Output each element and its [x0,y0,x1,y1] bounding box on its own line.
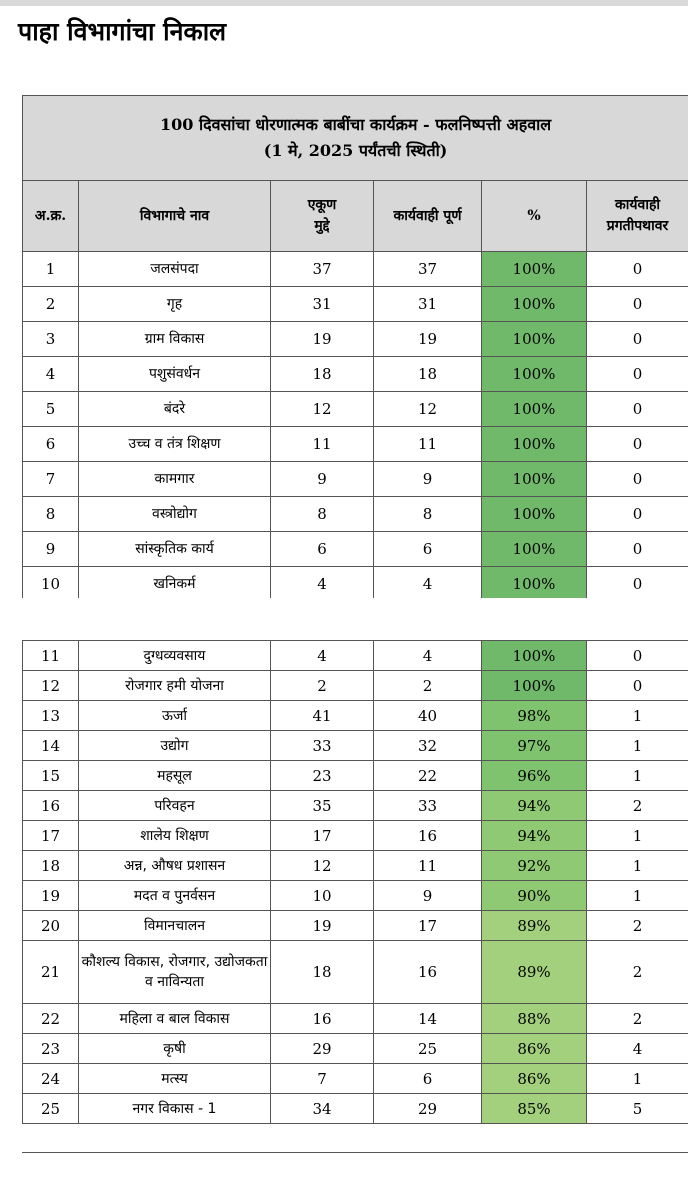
completed-cell: 29 [374,1094,482,1124]
completed-cell: 9 [374,462,482,497]
completed-cell: 6 [374,1064,482,1094]
in-progress-cell: 0 [587,252,688,287]
department-name-cell: पशुसंवर्धन [79,357,271,392]
completed-cell: 18 [374,357,482,392]
in-progress-cell: 1 [587,701,688,731]
header-percent: % [482,181,587,252]
department-name-cell: जलसंपदा [79,252,271,287]
department-name-cell: मदत व पुनर्वसन [79,881,271,911]
percent-cell: 96% [482,761,587,791]
serial-cell: 21 [23,941,79,1004]
in-progress-cell: 0 [587,532,688,567]
total-cell: 18 [271,357,374,392]
in-progress-cell: 0 [587,427,688,462]
serial-cell: 10 [23,567,79,602]
total-cell: 34 [271,1094,374,1124]
completed-cell: 14 [374,1004,482,1034]
completed-cell: 6 [374,532,482,567]
table-row [23,941,688,1004]
total-cell: 4 [271,641,374,671]
completed-cell: 22 [374,761,482,791]
department-name-cell: शालेय शिक्षण [79,821,271,851]
in-progress-cell: 1 [587,881,688,911]
completed-cell: 4 [374,641,482,671]
serial-cell: 19 [23,881,79,911]
in-progress-cell: 0 [587,357,688,392]
serial-cell: 9 [23,532,79,567]
in-progress-cell: 4 [587,1034,688,1064]
table-bottom-border [22,1152,688,1153]
department-name-cell: खनिकर्म [79,567,271,602]
table-row [23,322,688,357]
percent-cell: 100% [482,392,587,427]
completed-cell: 40 [374,701,482,731]
total-cell: 35 [271,791,374,821]
total-cell: 12 [271,851,374,881]
table-row [23,1034,688,1064]
department-name-cell: बंदरे [79,392,271,427]
percent-cell: 100% [482,497,587,532]
total-cell: 8 [271,497,374,532]
serial-cell: 6 [23,427,79,462]
percent-cell: 90% [482,881,587,911]
table-row [23,462,688,497]
percent-cell: 94% [482,791,587,821]
table-row [23,357,688,392]
total-cell: 17 [271,821,374,851]
in-progress-cell: 0 [587,392,688,427]
in-progress-cell: 2 [587,791,688,821]
serial-cell: 8 [23,497,79,532]
department-name-cell: कृषी [79,1034,271,1064]
table-row [23,641,688,671]
department-name-cell: कौशल्य विकास, रोजगार, उद्योजकता व नाविन्यता [79,941,271,1004]
completed-cell: 2 [374,671,482,701]
department-name-cell: विमानचालन [79,911,271,941]
serial-cell: 5 [23,392,79,427]
total-cell: 18 [271,941,374,1004]
total-cell: 33 [271,731,374,761]
in-progress-cell: 2 [587,1004,688,1034]
table-row [23,567,688,602]
table-row [23,851,688,881]
percent-cell: 86% [482,1064,587,1094]
percent-cell: 100% [482,462,587,497]
serial-cell: 17 [23,821,79,851]
table-row [23,791,688,821]
report-table [22,95,688,602]
department-name-cell: नगर विकास - 1 [79,1094,271,1124]
in-progress-cell: 0 [587,671,688,701]
in-progress-cell: 1 [587,851,688,881]
table-row [23,1004,688,1034]
in-progress-cell: 0 [587,322,688,357]
serial-cell: 20 [23,911,79,941]
total-cell: 4 [271,567,374,602]
completed-cell: 11 [374,851,482,881]
in-progress-cell: 1 [587,821,688,851]
serial-cell: 16 [23,791,79,821]
completed-cell: 37 [374,252,482,287]
completed-cell: 11 [374,427,482,462]
table-row [23,911,688,941]
in-progress-cell: 0 [587,641,688,671]
department-name-cell: दुग्धव्यवसाय [79,641,271,671]
department-name-cell: उच्च व तंत्र शिक्षण [79,427,271,462]
serial-cell: 13 [23,701,79,731]
report-table-continued [22,640,688,1124]
completed-cell: 16 [374,941,482,1004]
department-name-cell: उद्योग [79,731,271,761]
table-row [23,427,688,462]
percent-cell: 97% [482,731,587,761]
total-cell: 7 [271,1064,374,1094]
department-name-cell: कामगार [79,462,271,497]
department-name-cell: परिवहन [79,791,271,821]
in-progress-cell: 1 [587,731,688,761]
serial-cell: 3 [23,322,79,357]
page-break-gap [0,598,688,640]
serial-cell: 23 [23,1034,79,1064]
department-name-cell: ग्राम विकास [79,322,271,357]
department-name-cell: ऊर्जा [79,701,271,731]
table-row [23,1064,688,1094]
completed-cell: 4 [374,567,482,602]
header-in-progress: कार्यवाही प्रगतीपथावर [587,181,688,252]
total-cell: 6 [271,532,374,567]
department-name-cell: रोजगार हमी योजना [79,671,271,701]
percent-cell: 100% [482,671,587,701]
serial-cell: 7 [23,462,79,497]
table-row [23,701,688,731]
total-cell: 31 [271,287,374,322]
serial-cell: 22 [23,1004,79,1034]
percent-cell: 100% [482,532,587,567]
percent-cell: 85% [482,1094,587,1124]
table-row [23,252,688,287]
department-name-cell: महसूल [79,761,271,791]
serial-cell: 12 [23,671,79,701]
percent-cell: 100% [482,567,587,602]
total-cell: 23 [271,761,374,791]
in-progress-cell: 1 [587,1064,688,1094]
total-cell: 16 [271,1004,374,1034]
report-table-part-1 [22,95,688,602]
table-row [23,731,688,761]
completed-cell: 8 [374,497,482,532]
header-department: विभागाचे नाव [79,181,271,252]
total-cell: 29 [271,1034,374,1064]
total-cell: 11 [271,427,374,462]
completed-cell: 19 [374,322,482,357]
serial-cell: 1 [23,252,79,287]
serial-cell: 25 [23,1094,79,1124]
report-title: 100 दिवसांचा धोरणात्मक बाबींचा कार्यक्रम - फलनिष्पत्ती अहवाल [159,115,552,134]
completed-cell: 9 [374,881,482,911]
total-cell: 10 [271,881,374,911]
table-row [23,881,688,911]
department-name-cell: अन्न, औषध प्रशासन [79,851,271,881]
department-name-cell: वस्त्रोद्योग [79,497,271,532]
in-progress-cell: 5 [587,1094,688,1124]
table-row [23,532,688,567]
report-table-part-2 [22,640,688,1124]
serial-cell: 24 [23,1064,79,1094]
table-row [23,287,688,322]
in-progress-cell: 2 [587,941,688,1004]
page-title: पाहा विभागांचा निकाल [18,17,227,46]
completed-cell: 25 [374,1034,482,1064]
percent-cell: 100% [482,641,587,671]
table-row [23,497,688,532]
percent-cell: 88% [482,1004,587,1034]
department-name-cell: सांस्कृतिक कार्य [79,532,271,567]
serial-cell: 11 [23,641,79,671]
percent-cell: 100% [482,287,587,322]
serial-cell: 2 [23,287,79,322]
serial-cell: 14 [23,731,79,761]
department-name-cell: गृह [79,287,271,322]
report-caption [23,96,688,181]
percent-cell: 86% [482,1034,587,1064]
total-cell: 41 [271,701,374,731]
percent-cell: 94% [482,821,587,851]
department-name-cell: महिला व बाल विकास [79,1004,271,1034]
total-cell: 19 [271,322,374,357]
percent-cell: 100% [482,252,587,287]
in-progress-cell: 0 [587,462,688,497]
total-cell: 37 [271,252,374,287]
header-row [23,181,688,252]
header-total: एकूण मुद्दे [271,181,374,252]
in-progress-cell: 0 [587,567,688,602]
completed-cell: 12 [374,392,482,427]
completed-cell: 33 [374,791,482,821]
header-completed: कार्यवाही पूर्ण [374,181,482,252]
total-cell: 19 [271,911,374,941]
report-subtitle: (1 मे, 2025 पर्यंतची स्थिती) [263,141,448,160]
department-name-cell: मत्स्य [79,1064,271,1094]
header-serial: अ.क्र. [23,181,79,252]
table-row [23,392,688,427]
percent-cell: 89% [482,941,587,1004]
table-row [23,1094,688,1124]
serial-cell: 15 [23,761,79,791]
table-row [23,671,688,701]
completed-cell: 31 [374,287,482,322]
percent-cell: 100% [482,322,587,357]
in-progress-cell: 0 [587,497,688,532]
completed-cell: 17 [374,911,482,941]
top-band [0,0,688,6]
percent-cell: 92% [482,851,587,881]
table-row [23,761,688,791]
total-cell: 12 [271,392,374,427]
completed-cell: 32 [374,731,482,761]
total-cell: 9 [271,462,374,497]
table-row [23,821,688,851]
total-cell: 2 [271,671,374,701]
serial-cell: 18 [23,851,79,881]
serial-cell: 4 [23,357,79,392]
in-progress-cell: 1 [587,761,688,791]
percent-cell: 89% [482,911,587,941]
percent-cell: 100% [482,427,587,462]
in-progress-cell: 2 [587,911,688,941]
percent-cell: 98% [482,701,587,731]
in-progress-cell: 0 [587,287,688,322]
completed-cell: 16 [374,821,482,851]
percent-cell: 100% [482,357,587,392]
